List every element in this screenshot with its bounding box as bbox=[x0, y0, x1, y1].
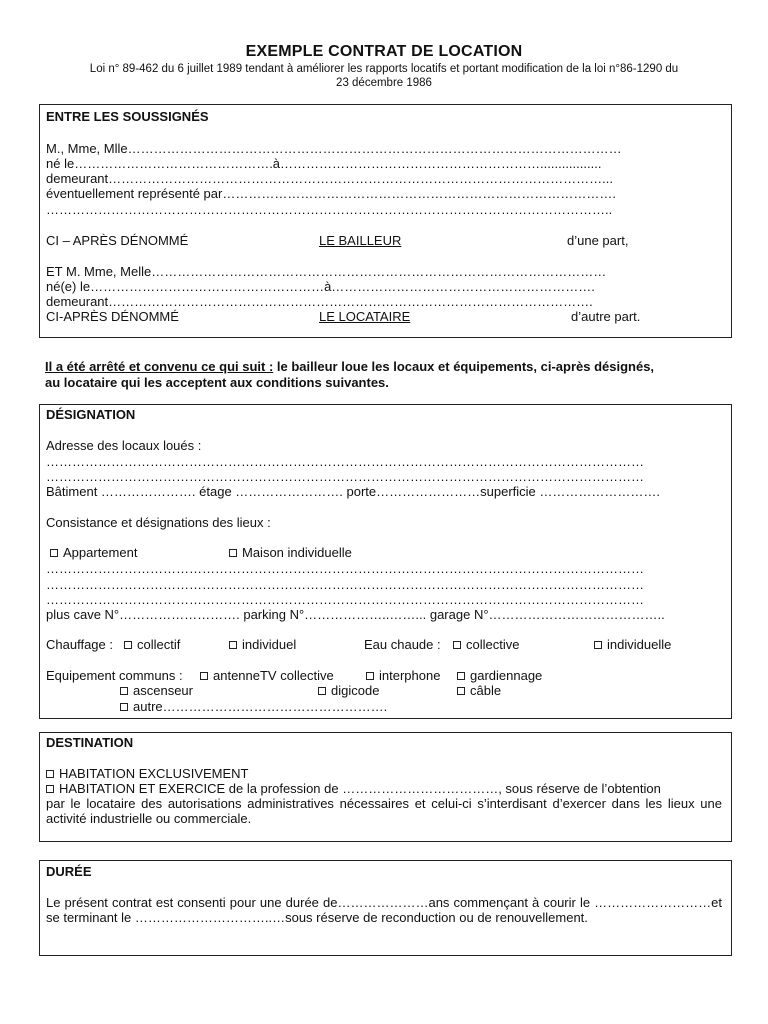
parties-heading: ENTRE LES SOUSSIGNÉS bbox=[46, 109, 209, 124]
chauffage-collectif-checkbox[interactable] bbox=[124, 641, 132, 649]
habitation-exclusive-label: HABITATION EXCLUSIVEMENT bbox=[59, 766, 249, 781]
page-subtitle bbox=[40, 62, 728, 90]
chauffage-individuel-option[interactable] bbox=[229, 637, 296, 652]
autre-checkbox[interactable] bbox=[120, 703, 128, 711]
eau-label: Eau chaude : bbox=[364, 637, 441, 652]
bailleur-part: d’une part, bbox=[567, 233, 629, 248]
gardiennage-checkbox[interactable] bbox=[457, 672, 465, 680]
destination-heading: DESTINATION bbox=[46, 735, 134, 750]
maison-checkbox[interactable] bbox=[229, 549, 237, 557]
appartement-option[interactable] bbox=[50, 545, 137, 560]
habitation-exercice-label: HABITATION ET EXERCICE de la profession de ………………………………, sous réserve de l’obtention bbox=[59, 781, 661, 796]
designation-heading: DÉSIGNATION bbox=[46, 407, 136, 422]
digicode-checkbox[interactable] bbox=[318, 687, 326, 695]
gardiennage-option[interactable] bbox=[457, 668, 542, 683]
antenne-checkbox[interactable] bbox=[200, 672, 208, 680]
eau-collective-option[interactable] bbox=[453, 637, 519, 652]
bailleur-representative-line[interactable]: éventuellement représenté par………………………………………………………………………………. bbox=[46, 186, 616, 201]
ascenseur-option[interactable] bbox=[120, 683, 193, 698]
gardiennage-label: gardiennage bbox=[470, 668, 543, 683]
habitation-exercice-checkbox[interactable] bbox=[46, 785, 54, 793]
destination-conditions: par le locataire des autorisations administratives nécessaires et celui-ci s’interdisant d’exercer dans les lieux une activité industrielle ou commerciale. bbox=[46, 796, 722, 826]
habitation-exercice-option[interactable] bbox=[46, 781, 661, 796]
antenne-option[interactable] bbox=[200, 668, 334, 683]
chauffage-individuel-checkbox[interactable] bbox=[229, 641, 237, 649]
autre-option[interactable] bbox=[120, 699, 387, 714]
subtitle-line-2: 23 décembre 1986 bbox=[336, 77, 432, 89]
habitation-exclusive-checkbox[interactable] bbox=[46, 770, 54, 778]
agreement-line-1 bbox=[45, 359, 654, 374]
chauffage-individuel-label: individuel bbox=[242, 637, 297, 652]
maison-option[interactable] bbox=[229, 545, 352, 560]
bailleur-designation-label: CI – APRÈS DÉNOMMÉ bbox=[46, 233, 189, 248]
interphone-checkbox[interactable] bbox=[366, 672, 374, 680]
duree-text: Le présent contrat est consenti pour une durée de…………………ans commençant à courir le ………………………et se terminant le …………………………..…sous réserve de reconduction ou de renouvellement. bbox=[46, 895, 722, 925]
address-line-2[interactable]: ………………………………………………………………………………………………………………………… bbox=[46, 469, 644, 484]
equipement-label: Equipement communs : bbox=[46, 668, 183, 683]
building-details-line[interactable]: Bâtiment …………………. étage ……………………. porte……………………superficie ………………………. bbox=[46, 484, 660, 499]
ascenseur-checkbox[interactable] bbox=[120, 687, 128, 695]
subtitle-line-1: Loi n° 89-462 du 6 juillet 1989 tendant à améliorer les rapports locatifs et portant modification de la loi n°86-1290 du bbox=[89, 63, 679, 75]
consistance-line-3[interactable]: ………………………………………………………………………………………………………………………… bbox=[46, 592, 644, 607]
cable-option[interactable] bbox=[457, 683, 501, 698]
antenne-label: antenneTV collective bbox=[213, 668, 334, 683]
interphone-label: interphone bbox=[379, 668, 441, 683]
bailleur-name-line[interactable]: M., Mme, Mlle…………………………………………………………………………………………………… bbox=[46, 141, 622, 156]
eau-individuelle-option[interactable] bbox=[594, 637, 671, 652]
appartement-label: Appartement bbox=[63, 545, 138, 560]
eau-individuelle-checkbox[interactable] bbox=[594, 641, 602, 649]
agreement-line-2: au locataire qui les acceptent aux conditions suivantes. bbox=[45, 375, 389, 390]
chauffage-collectif-label: collectif bbox=[137, 637, 181, 652]
bailleur-birth-line[interactable]: né le……………………………………….à……………………………………………………................. bbox=[46, 156, 602, 171]
eau-collective-label: collective bbox=[466, 637, 520, 652]
chauffage-collectif-option[interactable] bbox=[124, 637, 180, 652]
chauffage-label: Chauffage : bbox=[46, 637, 113, 652]
locataire-name-line[interactable]: ET M. Mme, Melle…………………………………………………………………………………………… bbox=[46, 264, 607, 279]
annexes-line[interactable]: plus cave N°………………………. parking N°………………..……... garage N°………………………………….. bbox=[46, 607, 665, 622]
digicode-label: digicode bbox=[331, 683, 380, 698]
consistance-label: Consistance et désignations des lieux : bbox=[46, 515, 271, 530]
locataire-address-line[interactable]: demeurant…………………………………………………………………………………………………. bbox=[46, 294, 593, 309]
address-line-1[interactable]: ………………………………………………………………………………………………………………………… bbox=[46, 454, 644, 469]
maison-label: Maison individuelle bbox=[242, 545, 352, 560]
habitation-exclusive-option[interactable] bbox=[46, 766, 249, 781]
autre-label: autre……………………………………………. bbox=[133, 699, 388, 714]
bailleur-address-line[interactable]: demeurant……………………………………………………………………………………………………... bbox=[46, 171, 613, 186]
address-label: Adresse des locaux loués : bbox=[46, 438, 202, 453]
consistance-line-1[interactable]: ………………………………………………………………………………………………………………………… bbox=[46, 561, 644, 576]
locataire-part: d’autre part. bbox=[571, 309, 641, 324]
locataire-role: LE LOCATAIRE bbox=[319, 309, 411, 324]
cable-checkbox[interactable] bbox=[457, 687, 465, 695]
digicode-option[interactable] bbox=[318, 683, 379, 698]
page-title: EXEMPLE CONTRAT DE LOCATION bbox=[245, 43, 523, 60]
interphone-option[interactable] bbox=[366, 668, 440, 683]
locataire-designation-label: CI-APRÈS DÉNOMMÉ bbox=[46, 309, 179, 324]
cable-label: câble bbox=[470, 683, 502, 698]
duree-heading: DURÉE bbox=[46, 864, 92, 879]
eau-collective-checkbox[interactable] bbox=[453, 641, 461, 649]
bailleur-role: LE BAILLEUR bbox=[319, 233, 402, 248]
eau-individuelle-label: individuelle bbox=[607, 637, 672, 652]
agreement-lead: Il a été arrêté et convenu ce qui suit : bbox=[45, 359, 274, 374]
locataire-birth-line[interactable]: né(e) le………………………………………………à……………………………………………………. bbox=[46, 279, 595, 294]
ascenseur-label: ascenseur bbox=[133, 683, 193, 698]
bailleur-extra-line[interactable]: ………………………………………………………………………………………………………………….. bbox=[46, 202, 613, 217]
appartement-checkbox[interactable] bbox=[50, 549, 58, 557]
consistance-line-2[interactable]: ………………………………………………………………………………………………………………………… bbox=[46, 577, 644, 592]
agreement-rest: le bailleur loue les locaux et équipements, ci-après désignés, bbox=[273, 359, 655, 374]
